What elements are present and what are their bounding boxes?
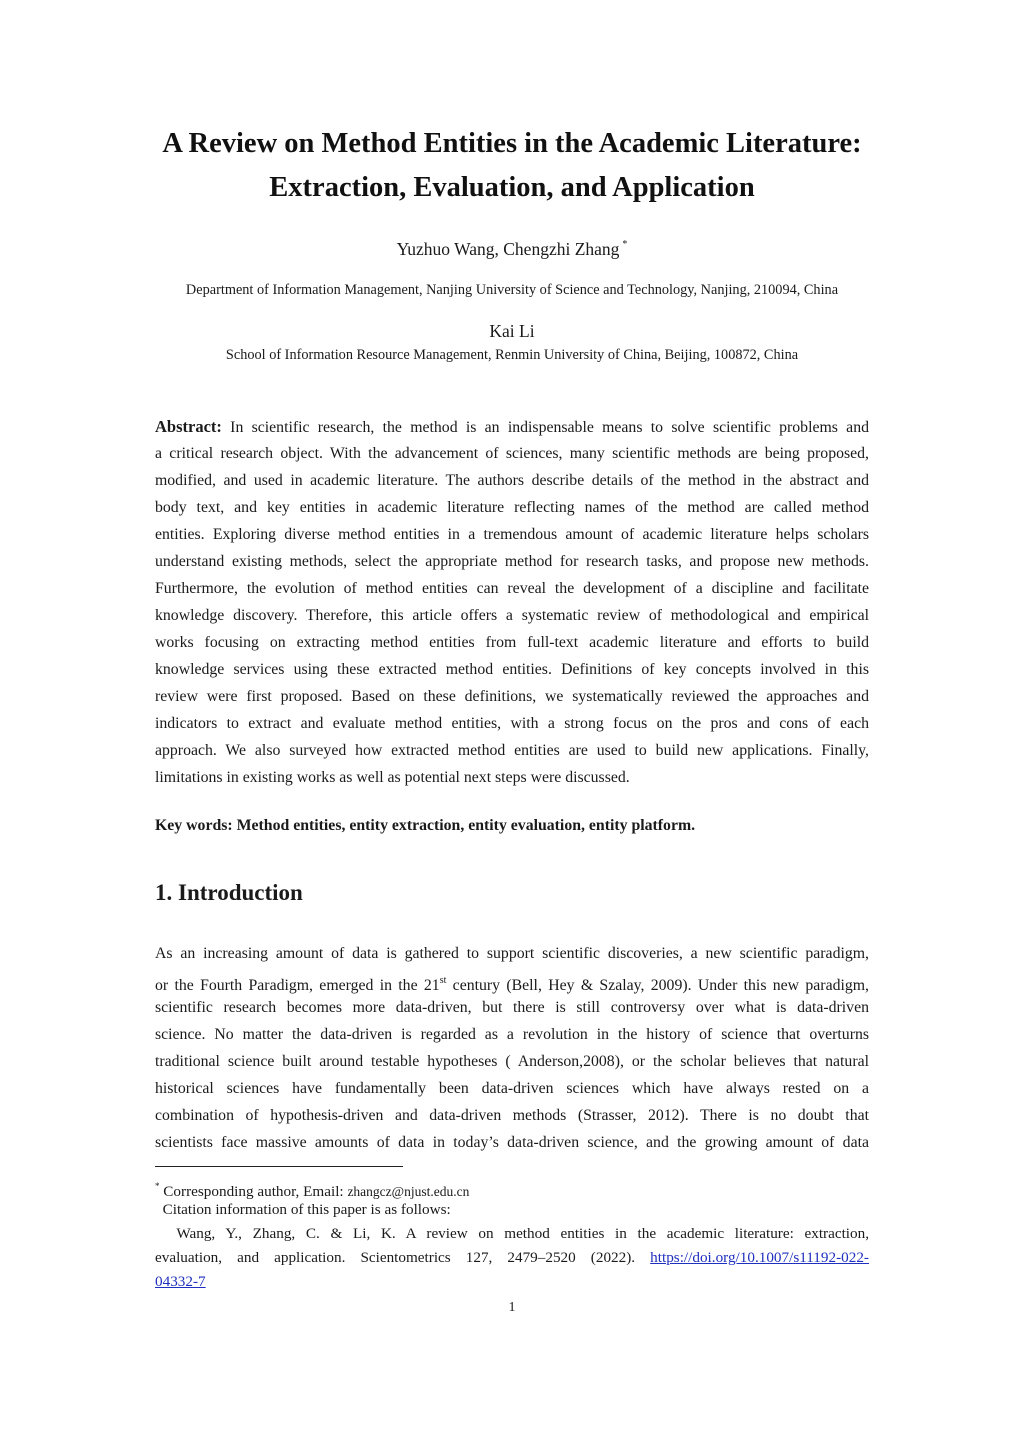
abstract-line: Furthermore, the evolution of method entities can reveal the development of a discipline and facilitate [155,580,869,597]
author-names: Yuzhuo Wang, Chengzhi Zhang [396,239,620,259]
intro-line: traditional science built around testable hypotheses ( Anderson,2008), or the scholar believes that natural [155,1053,869,1070]
footnote [155,1174,869,1294]
title-line-1: A Review on Method Entities in the Academic Literature: [162,128,862,159]
footnote-citation-line [155,1222,869,1246]
footnote-mark: * [155,1181,160,1191]
intro-text: century (Bell, Hey & Szalay, 2009). Under this new paradigm, [446,977,869,994]
intro-line [155,967,869,994]
intro-text: or the Fourth Paradigm, emerged in the 21 [155,977,440,994]
footnote-divider [155,1166,403,1167]
affiliation-primary: Department of Information Management, Nanjing University of Science and Technology, Nanjing, 210094, China [185,282,839,298]
abstract-line: modified, and used in academic literature. The authors describe details of the method in the abstract and [155,472,869,489]
author-secondary: Kai Li [489,321,535,341]
abstract-line: understand existing methods, select the appropriate method for research tasks, and propose new methods. [155,553,869,570]
intro-line: combination of hypothesis-driven and data-driven methods (Strasser, 2012). There is no doubt that [155,1107,869,1124]
abstract-line: a critical research object. With the advancement of sciences, many scientific methods are being proposed, [155,445,869,462]
footnote-corresponding [155,1174,869,1198]
abstract-line: body text, and key entities in academic literature reflecting names of the method are called method [155,499,869,516]
citation-text: Wang, Y., Zhang, C. & Li, K. A review on method entities in the academic literature: extraction, [176,1225,870,1242]
footnote-citation-line [155,1246,869,1270]
abstract-line: indicators to extract and evaluate method entities, with a strong focus on the pros and cons of each [155,715,869,732]
abstract [155,413,869,791]
footnote-citation-line [155,1270,869,1294]
paper-title [100,122,924,210]
doi-link-continued[interactable]: 04332-7 [155,1273,206,1290]
title-line-2: Extraction, Evaluation, and Application [269,172,755,203]
doi-link[interactable]: https://doi.org/10.1007/s11192-022- [650,1249,869,1266]
intro-line: As an increasing amount of data is gathered to support scientific discoveries, a new scientific paradigm, [155,945,869,962]
abstract-line: entities. Exploring diverse method entities in a tremendous amount of academic literature helps scholars [155,526,869,543]
abstract-text: In scientific research, the method is an indispensable means to solve scientific problems and [221,419,869,436]
citation-intro-text: Citation information of this paper is as follows: [162,1201,451,1218]
abstract-line: approach. We also surveyed how extracted method entities are used to build new applications. Finally, [155,742,869,759]
footnote-citation-intro [155,1198,869,1222]
intro-line: scientists face massive amounts of data in today’s data-driven science, and the growing amount of data [155,1134,869,1151]
abstract-line: knowledge discovery. Therefore, this article offers a systematic review of methodological and empirical [155,607,869,624]
footnote-email: zhangcz@njust.edu.cn [347,1184,470,1199]
ordinal-superscript: st [439,975,447,986]
section-heading: 1. Introduction [155,880,303,905]
intro-line: historical sciences have fundamentally been data-driven sciences which have always rested on a [155,1080,869,1097]
abstract-line [155,413,869,440]
abstract-line: knowledge services using these extracted method entities. Definitions of key concepts involved in this [155,661,869,678]
abstract-line: works focusing on extracting method entities from full-text academic literature and efforts to build [155,634,869,651]
author-list-primary [0,232,1024,262]
introduction-paragraph [155,940,869,1156]
citation-text: evaluation, and application. Scientometrics 127, 2479–2520 (2022). [155,1249,651,1266]
intro-line: scientific research becomes more data-driven, but there is still controversy over what is data-driven [155,999,869,1016]
abstract-line: review were first proposed. Based on these definitions, we systematically reviewed the approaches and [155,688,869,705]
page-number: 1 [508,1300,516,1315]
keywords: Key words: Method entities, entity extraction, entity evaluation, entity platform. [155,817,696,834]
abstract-line: limitations in existing works as well as potential next steps were discussed. [155,769,630,786]
abstract-label: Abstract: [155,417,222,436]
intro-line: science. No matter the data-driven is regarded as a revolution in the history of science that overturns [155,1026,869,1043]
corresponding-author-mark: * [622,239,628,250]
footnote-label: Corresponding author, Email: [159,1183,348,1200]
affiliation-secondary: School of Information Resource Management, Renmin University of China, Beijing, 100872, China [225,347,799,363]
